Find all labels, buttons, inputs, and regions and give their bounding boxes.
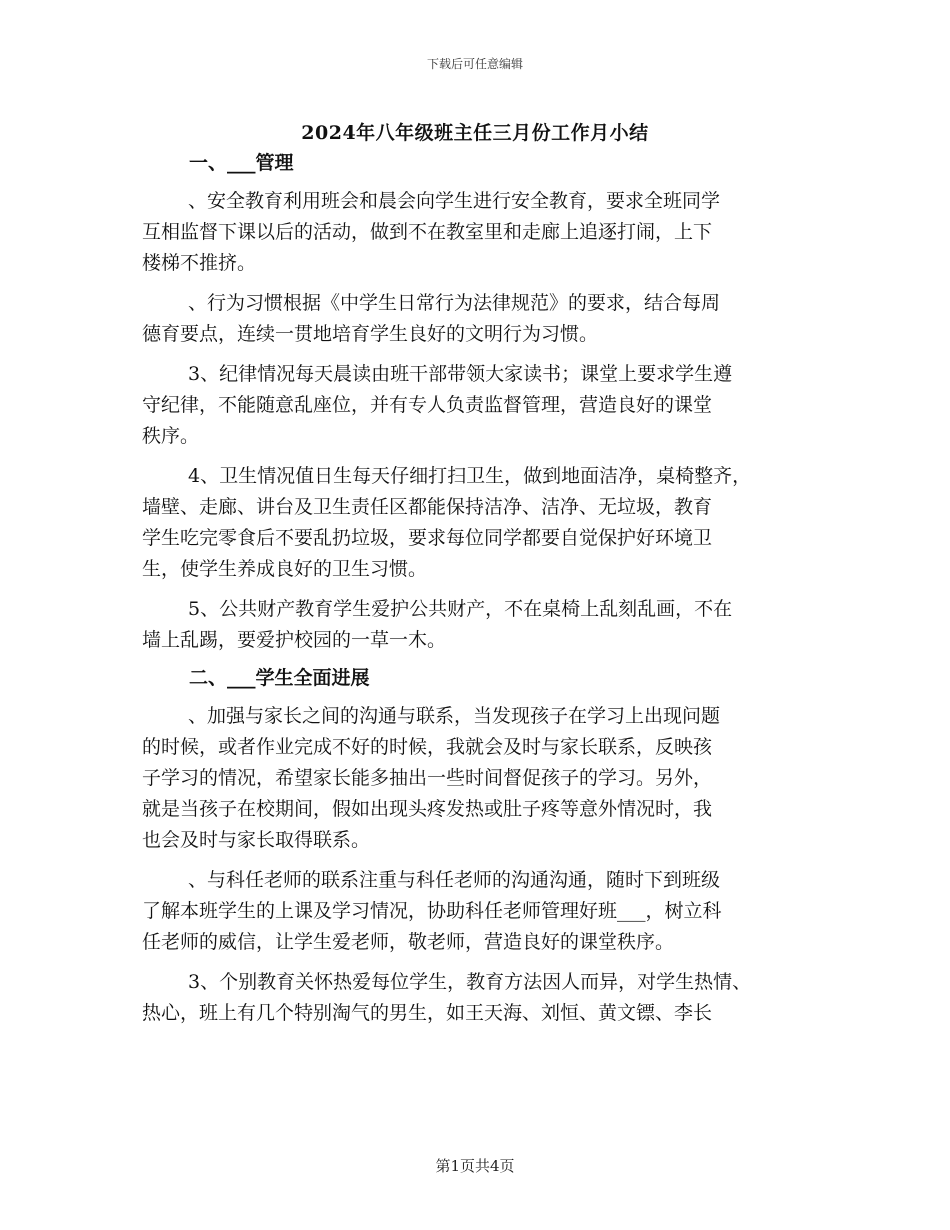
text-line: 墙壁、走廊、讲台及卫生责任区都能保持洁净、洁净、无垃圾，教育 [142, 496, 713, 518]
text-line: 守纪律，不能随意乱座位，并有专人负责监督管理，营造良好的课堂 [142, 394, 713, 416]
text-line: 学生吃完零食后不要乱扔垃圾，要求每位同学都要自觉保护好环境卫 [142, 527, 713, 549]
text-line: 、加强与家长之间的沟通与联系，当发现孩子在学习上出现问题 [188, 705, 721, 727]
text-line: 秩序。 [142, 425, 200, 447]
text-line: 生，使学生养成良好的卫生习惯。 [142, 558, 428, 580]
text-line: 3、个别教育关怀热爱每位学生，教育方法因人而异，对学生热情、 [188, 971, 752, 993]
text-line: 5、公共财产教育学生爱护公共财产，不在桌椅上乱刻乱画，不在 [188, 598, 733, 620]
text-line: 墙上乱踢，要爱护校园的一草一木。 [142, 629, 447, 651]
text-line: 的时候，或者作业完成不好的时候，我就会及时与家长联系，反映孩 [142, 736, 713, 758]
text-line: 了解本班学生的上课及学习情况，协助科任老师管理好班___，树立科 [142, 900, 722, 922]
paragraph [142, 186, 842, 279]
paragraph [142, 967, 842, 1029]
header-note: 下载后可任意编辑 [426, 57, 523, 71]
section-heading-2: 二、___学生全面进展 [189, 667, 370, 689]
text-line: 楼梯不推挤。 [142, 252, 257, 274]
paragraph [142, 461, 842, 585]
page-number: 第1页共4页 [435, 1157, 515, 1175]
paragraph [142, 701, 842, 856]
document-title: 2024年八年级班主任三月份工作月小结 [301, 122, 649, 144]
text-line: 、行为习惯根据《中学生日常行为法律规范》的要求，结合每周 [188, 292, 721, 314]
text-line: 也会及时与家长取得联系。 [142, 829, 371, 851]
paragraph [142, 359, 842, 452]
paragraph [142, 288, 842, 350]
text-line: 德育要点，连续一贯地培育学生良好的文明行为习惯。 [142, 323, 599, 345]
text-line: 、与科任老师的联系注重与科任老师的沟通沟通，随时下到班级 [188, 869, 721, 891]
text-line: 互相监督下课以后的活动，做到不在教室里和走廊上追逐打闹，上下 [142, 221, 713, 243]
text-line: 任老师的威信，让学生爱老师，敬老师，营造良好的课堂秩序。 [142, 931, 675, 953]
text-line: 、安全教育利用班会和晨会向学生进行安全教育，要求全班同学 [188, 190, 721, 212]
paragraph [142, 594, 842, 656]
text-line: 4、卫生情况值日生每天仔细打扫卫生，做到地面洁净，桌椅整齐， [188, 465, 752, 487]
document-body [142, 150, 842, 1038]
text-line: 就是当孩子在校期间，假如出现头疼发热或肚子疼等意外情况时，我 [142, 798, 713, 820]
paragraph [142, 865, 842, 958]
section-heading-1: 一、___管理 [189, 152, 294, 174]
text-line: 子学习的情况，希望家长能多抽出一些时间督促孩子的学习。另外， [142, 767, 713, 789]
text-line: 热心，班上有几个特别淘气的男生，如王天海、刘恒、黄文镖、李长 [142, 1002, 713, 1024]
text-line: 3、纪律情况每天晨读由班干部带领大家读书；课堂上要求学生遵 [188, 363, 733, 385]
